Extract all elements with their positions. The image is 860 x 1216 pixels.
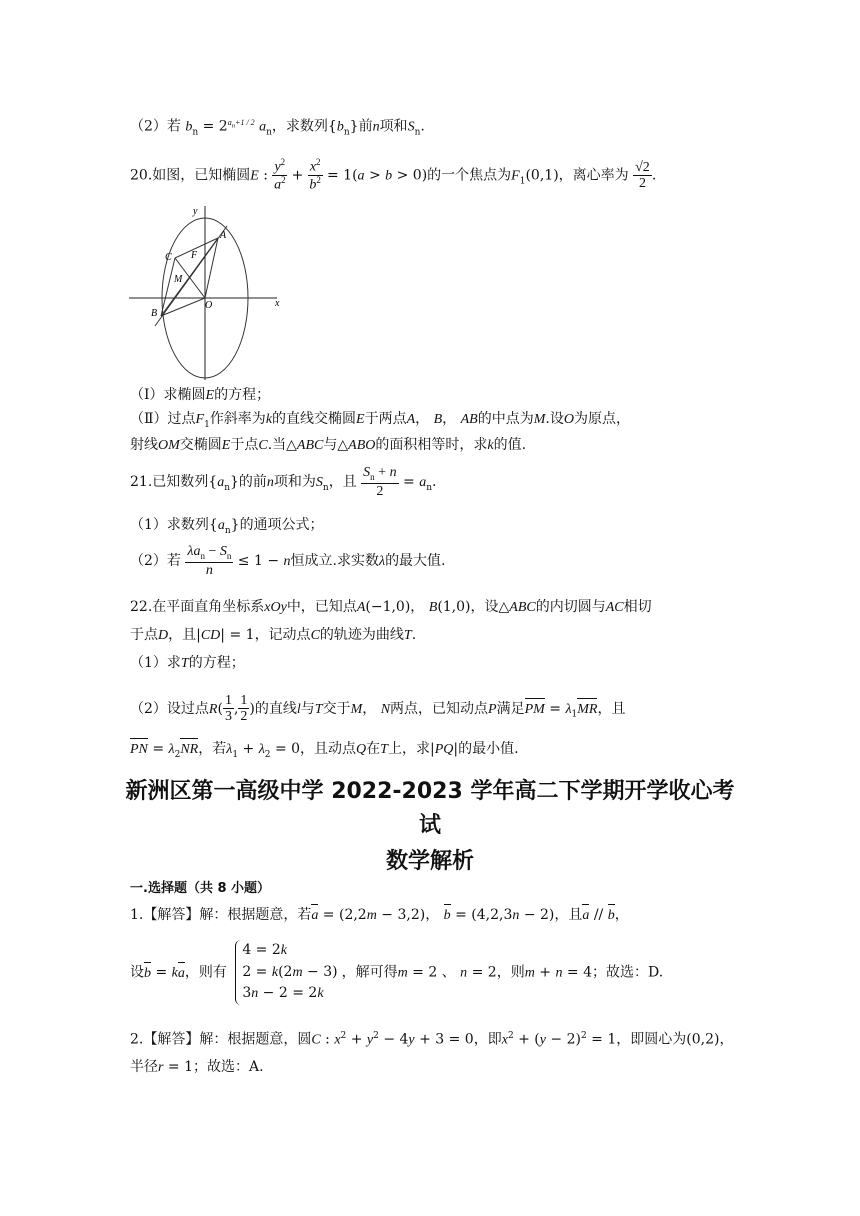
- answer-1-line2: 设b = ka，则有 4 = 2k 2 = k(2m − 3) 3n − 2 = 2k ，解可得m = 2 、 n = 2，则m + n = 4；故选：D.: [130, 940, 730, 1005]
- q22-part1: （1）求T的方程；: [130, 655, 245, 671]
- q20-part2-line2: 射线OM交椭圆E于点C.当△ABC与△ABO的面积相等时，求k的值.: [130, 437, 527, 453]
- ellipse-figure: [125, 198, 285, 384]
- label-x: x: [275, 298, 280, 309]
- q20-part2-line1: （Ⅱ）过点$F_1$作斜率为k的直线交椭圆E于两点A， B， AB的中点为M.设O为原点，: [130, 411, 630, 430]
- q22-part2: （2）设过点R( $\frac{1}{3}$ , $\frac{1}{2}$ )的直线l与T交于M， N两点，已知动点P满足PM = $\lambda_1MR$，且: [130, 693, 626, 725]
- answer-1-line1: 1.【解答】解：根据题意，若a = (2,2m − 3,2)， b = (4,2,3n − 2)，且a // b，: [130, 906, 730, 926]
- q20-part1: （Ⅰ）求椭圆E的方程；: [130, 387, 271, 403]
- label-b: B: [151, 308, 158, 319]
- label-o: O: [205, 300, 213, 311]
- q22-line2: 于点D，且|CD| = 1，记动点C的轨迹为曲线T.: [130, 627, 417, 643]
- q20-intro: 20.如图，已知椭圆E : $\frac{y^2}{a^2}$ + $\frac{x^2}{b^2}$ = 1(a > b > 0)的一个焦点为$F_1(0,1)$，离心率为 $\frac{√2}{2}$ .: [130, 157, 657, 193]
- ellipse-diagram: [125, 198, 285, 384]
- q21-intro: 21.已知数列$\{a_n\}$的前n项和为$S_n$，且 $\frac{S_n + n}{2}$ = $a_n$.: [130, 465, 437, 499]
- section-title: 一.选择题（共 8 小题）: [130, 881, 271, 896]
- q21-part1: （1）求数列$\{a_n\}$的通项公式；: [130, 517, 324, 536]
- q19-part2: （2）若 $b_n = 2^{a_n+1 / 2}$ $a_n$，求数列$\{b_n\}$前n项和$S_n$.: [130, 118, 425, 138]
- label-y: y: [193, 206, 198, 217]
- heading-line3: 数学解析: [385, 849, 474, 874]
- label-c: C: [165, 252, 172, 263]
- label-a: A: [220, 230, 227, 241]
- q22-line4: PN = $\lambda_2NR$，若$\lambda_1 + \lambda_2 = 0$，且动点Q在T上，求|PQ|的最小值.: [130, 741, 519, 760]
- label-f1: F: [191, 250, 198, 261]
- heading-line2: 试: [418, 813, 441, 838]
- answer-2-line2: 半径r = 1；故选：A.: [130, 1059, 264, 1075]
- label-m: M: [174, 274, 183, 285]
- q21-part2: （2）若 $\frac{\lambda a_n - S_n}{n}$ ≤ 1 − n恒成立.求实数λ的最大值.: [130, 544, 446, 578]
- heading-line1: 新洲区第一高级中学 2022-2023 学年高二下学期开学收心考: [125, 779, 735, 804]
- q22-intro: 22.在平面直角坐标系xOy中，已知点A(−1,0)， B(1,0)，设△ABC的内切圆与AC相切: [130, 599, 652, 615]
- answer-2-line1: 2.【解答】解：根据题意，圆C : $x^2 + y^2 - 4y + 3 = 0$，即$x^2 + (y - 2)^2 = 1$，即圆心为(0,2)，: [130, 1031, 734, 1048]
